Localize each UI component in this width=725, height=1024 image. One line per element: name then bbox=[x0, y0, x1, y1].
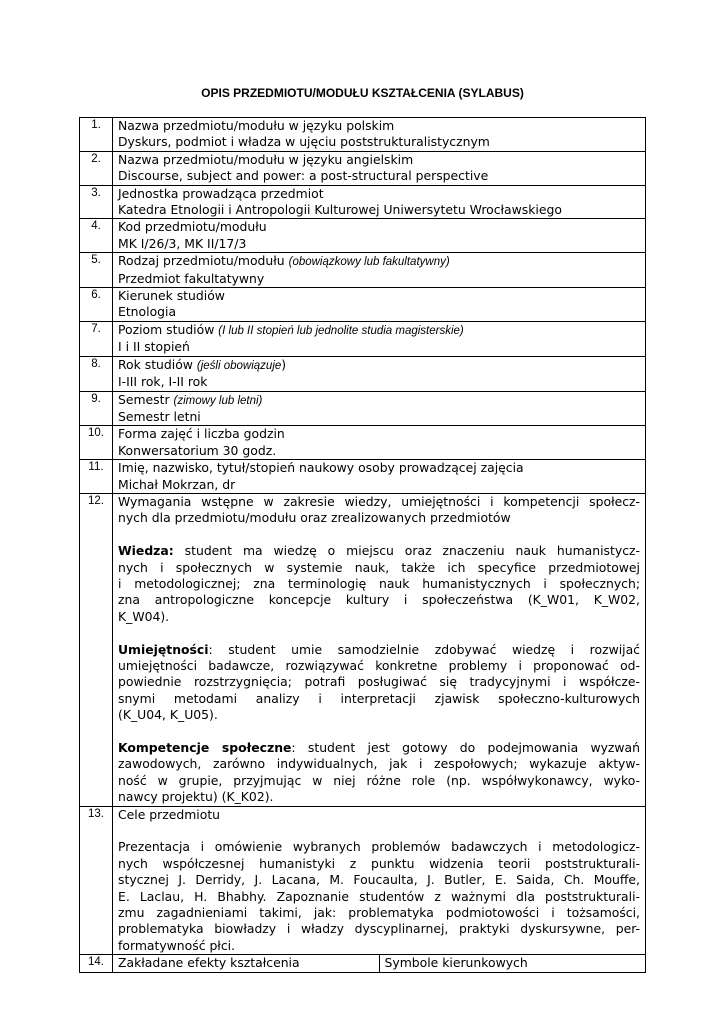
row-content bbox=[113, 391, 646, 426]
objectives-heading: Cele przedmiotu bbox=[118, 806, 221, 822]
row-number: 5. bbox=[80, 253, 113, 288]
row-label: Imię, nazwisko, tytuł/stopień naukowy osoby prowadzącej zajęcia bbox=[118, 460, 524, 476]
row-value: Konwersatorium 30 godz. bbox=[118, 442, 277, 458]
row-value: Michał Mokrzan, dr bbox=[118, 476, 236, 492]
row-label: Semestr bbox=[118, 391, 170, 407]
row-content bbox=[113, 219, 646, 253]
objectives-line: zmu zagadnieniami takimi, jak: problematyka podmiotowości i tożsamości, bbox=[118, 905, 640, 921]
row-note: (jeśli obowiązuje bbox=[196, 359, 282, 372]
table-row bbox=[80, 118, 646, 152]
row-number: 9. bbox=[80, 391, 113, 426]
kompetencje-line: zawodowych, zarówno indywidualnych, jak i zespołowych; wykazuje aktyw- bbox=[118, 756, 640, 772]
table-row bbox=[80, 288, 646, 322]
row-number: 14. bbox=[80, 955, 113, 972]
wiedza-line: Wiedza: student ma wiedzę o miejscu oraz znaczeniu nauk humanistycz- bbox=[118, 543, 640, 559]
row-label-line bbox=[118, 322, 640, 339]
row-value: I-III rok, I-II rok bbox=[118, 374, 208, 390]
row-content bbox=[113, 253, 646, 288]
row-label: Rok studiów bbox=[118, 356, 193, 372]
row-value: Semestr letni bbox=[118, 408, 201, 424]
requirements-heading-line: Wymagania wstępne w zakresie wiedzy, umiejętności i kompetencji społecz- bbox=[118, 493, 640, 509]
table-row-objectives bbox=[80, 806, 646, 955]
row-label: Jednostka prowadząca przedmiot bbox=[118, 185, 324, 201]
row-number: 4. bbox=[80, 219, 113, 253]
row-number: 11. bbox=[80, 460, 113, 494]
row-label-line bbox=[118, 357, 640, 374]
row-label: Rodzaj przedmiotu/modułu bbox=[118, 253, 285, 269]
umiejetnosci-line: umiejętności badawcze, rozwiązywać konkretne problemy i proponować od- bbox=[118, 657, 640, 673]
objectives-line: stycznej J. Derridy, J. Lacana, M. Foucaulta, J. Butler, E. Saida, Ch. Mouffe, bbox=[118, 872, 640, 888]
umiejetnosci-line: powiednie rozstrzygnięcia; potrafi posługiwać się tradycyjnymi i współcze- bbox=[118, 674, 640, 690]
table-row bbox=[80, 391, 646, 426]
row-content bbox=[113, 288, 646, 322]
row-value: Discourse, subject and power: a post-structural perspective bbox=[118, 168, 489, 184]
row-content bbox=[113, 321, 646, 356]
umiejetnosci-line: snymi metodami analizy i interpretacji zjawisk społeczno-kulturowych bbox=[118, 690, 640, 706]
symbols-header: Symbole kierunkowych bbox=[379, 955, 646, 972]
objectives-line: problematyka biowładzy i władzy dyscyplinarnej, praktyki dyskursywne, per- bbox=[118, 921, 640, 937]
row-content bbox=[113, 151, 646, 185]
objectives-line: nych współczesnej humanistyki z punktu widzenia teorii poststrukturali- bbox=[118, 855, 640, 871]
outcomes-header: Zakładane efekty kształcenia bbox=[113, 955, 380, 972]
row-label: Kierunek studiów bbox=[118, 288, 225, 304]
umiejetnosci-line: Umiejętności: student umie samodzielnie zdobywać wiedzę i rozwijać bbox=[118, 641, 640, 657]
kompetencje-line: nawcy projektu) (K_K02). bbox=[118, 789, 274, 805]
objectives-line: Prezentacja i omówienie wybranych problemów badawczych i metodologicz- bbox=[118, 839, 640, 855]
kompetencje-label: Kompetencje społeczne bbox=[118, 739, 292, 755]
syllabus-table bbox=[79, 117, 646, 973]
table-row bbox=[80, 151, 646, 185]
row-number: 7. bbox=[80, 321, 113, 356]
table-row bbox=[80, 426, 646, 460]
umiejetnosci-label: Umiejętności bbox=[118, 641, 209, 657]
table-row-requirements bbox=[80, 493, 646, 806]
row-value: Dyskurs, podmiot i władza w ujęciu poststrukturalistycznym bbox=[118, 134, 490, 150]
wiedza-label: Wiedza: bbox=[118, 543, 174, 559]
kompetencje-line: Kompetencje społeczne: student jest gotowy do podejmowania wyzwań bbox=[118, 739, 641, 755]
wiedza-line: zna antropologiczne koncepcje kultury i społeczeństwa (K_W01, K_W02, bbox=[118, 592, 640, 608]
row-number: 13. bbox=[80, 806, 113, 955]
objectives-line: E. Laclau, H. Bhabhy. Zapoznanie studentów z ważnymi dla poststrukturali- bbox=[118, 888, 640, 904]
kompetencje-line: ność w grupie, przyjmując w niej różne role (np. współwykonawcy, wyko- bbox=[118, 772, 640, 788]
row-label: Poziom studiów bbox=[118, 321, 215, 337]
row-value: Przedmiot fakultatywny bbox=[118, 270, 265, 286]
row-note: (obowiązkowy lub fakultatywny) bbox=[288, 256, 450, 269]
row-label: Kod przedmiotu/modułu bbox=[118, 219, 267, 235]
row-number: 10. bbox=[80, 426, 113, 460]
row-number: 2. bbox=[80, 151, 113, 185]
row-label: Nazwa przedmiotu/modułu w języku angielskim bbox=[118, 151, 414, 167]
row-content bbox=[113, 185, 646, 219]
row-number: 8. bbox=[80, 356, 113, 391]
row-note: (I lub II stopień lub jednolite studia magisterskie) bbox=[218, 324, 464, 337]
row-content bbox=[113, 118, 646, 152]
row-label-line bbox=[118, 392, 640, 409]
table-row-outcomes bbox=[80, 955, 646, 972]
row-number: 12. bbox=[80, 493, 113, 806]
objectives-content bbox=[113, 806, 646, 955]
wiedza-line: i metodologicznej; zna terminologię nauk humanistycznych i społecznych; bbox=[118, 575, 640, 591]
requirements-heading-line: nych dla przedmiotu/modułu oraz zrealizowanych przedmiotów bbox=[118, 510, 511, 526]
row-value: I i II stopień bbox=[118, 339, 190, 355]
row-number: 1. bbox=[80, 118, 113, 152]
row-label-suffix: ) bbox=[281, 356, 287, 372]
wiedza-line: nych i społecznych w systemie nauk, także ich specyfice przedmiotowej bbox=[118, 559, 640, 575]
row-note: (zimowy lub letni) bbox=[173, 394, 263, 407]
row-content bbox=[113, 356, 646, 391]
row-content bbox=[113, 426, 646, 460]
table-row bbox=[80, 253, 646, 288]
row-label-line bbox=[118, 253, 640, 270]
table-row bbox=[80, 219, 646, 253]
row-value: Katedra Etnologii i Antropologii Kulturowej Uniwersytetu Wrocławskiego bbox=[118, 202, 562, 218]
wiedza-line: K_W04). bbox=[118, 608, 170, 624]
row-value: MK I/26/3, MK II/17/3 bbox=[118, 235, 247, 251]
row-number: 3. bbox=[80, 185, 113, 219]
table-row bbox=[80, 460, 646, 494]
objectives-line: formatywność płci. bbox=[118, 937, 236, 953]
row-label: Nazwa przedmiotu/modułu w języku polskim bbox=[118, 118, 395, 133]
row-content bbox=[113, 460, 646, 494]
table-row bbox=[80, 185, 646, 219]
row-label: Forma zajęć i liczba godzin bbox=[118, 426, 285, 442]
requirements-content bbox=[113, 493, 646, 806]
row-number: 6. bbox=[80, 288, 113, 322]
umiejetnosci-line: (K_U04, K_U05). bbox=[118, 707, 218, 723]
table-row bbox=[80, 356, 646, 391]
document-title: OPIS PRZEDMIOTU/MODUŁU KSZTAŁCENIA (SYLABUS) bbox=[201, 86, 524, 100]
row-value: Etnologia bbox=[118, 304, 177, 320]
table-row bbox=[80, 321, 646, 356]
